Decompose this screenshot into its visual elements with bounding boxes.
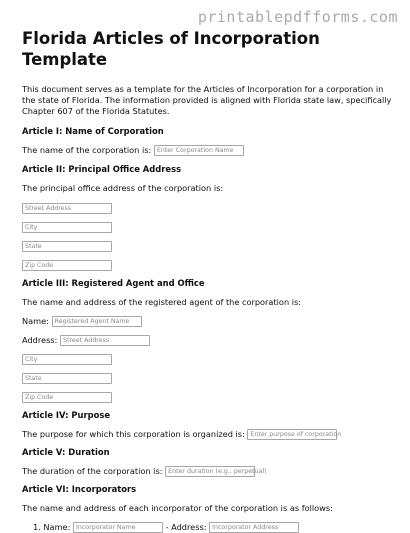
principal-city-input[interactable]: City (22, 222, 112, 233)
article-5-row (22, 466, 394, 477)
page-title: Florida Articles of Incorporation Template (22, 29, 320, 69)
article-3-text: The name and address of the registered agent of the corporation is: (22, 297, 302, 307)
article-4-text: The purpose for which this corporation is organized is: (22, 429, 245, 439)
principal-street-input[interactable]: Street Address (22, 203, 112, 214)
article-6-text: The name and address of each incorporator of the corporation is as follows: (22, 503, 333, 513)
article-2-heading: Article II: Principal Office Address (22, 164, 182, 174)
article-3-heading: Article III: Registered Agent and Office (22, 278, 205, 288)
article-4-row (22, 429, 394, 440)
article-2-text: The principal office address of the corporation is: (22, 183, 224, 193)
watermark: printablepdfforms.com (197, 8, 398, 26)
intro-paragraph: This document serves as a template for the Articles of Incorporation for a corporation in the state of Florida. The information provided is aligned with Florida state law, specifically Chapter 607 of the Florida Statutes. (22, 84, 392, 116)
agent-address-row (22, 335, 394, 346)
article-6-heading: Article VI: Incorporators (22, 484, 137, 494)
incorporator-name-input[interactable]: Incorporator Name (73, 522, 163, 533)
incorporator-address-label: - Address: (165, 522, 207, 532)
agent-zip-input[interactable]: Zip Code (22, 392, 112, 403)
agent-name-row (22, 316, 394, 327)
purpose-input[interactable]: Enter purpose of corporation (247, 429, 337, 440)
article-1-text: The name of the corporation is: (22, 145, 152, 155)
agent-name-input[interactable]: Registered Agent Name (52, 316, 142, 327)
article-4-heading: Article IV: Purpose (22, 410, 111, 420)
agent-city-input[interactable]: City (22, 354, 112, 365)
agent-street-input[interactable]: Street Address (60, 335, 150, 346)
document-page (22, 28, 394, 533)
incorporator-list-item (22, 522, 394, 533)
principal-state-input[interactable]: State (22, 241, 112, 252)
agent-address-label: Address: (22, 335, 58, 345)
corporation-name-input[interactable]: Enter Corporation Name (154, 145, 244, 156)
article-1-row (22, 145, 394, 156)
agent-name-label: Name: (22, 316, 49, 326)
agent-state-input[interactable]: State (22, 373, 112, 384)
article-5-heading: Article V: Duration (22, 447, 110, 457)
duration-input[interactable]: Enter duration (e.g., perpetual) (165, 466, 255, 477)
incorporator-address-input[interactable]: Incorporator Address (209, 522, 299, 533)
article-5-text: The duration of the corporation is: (22, 466, 163, 476)
principal-zip-input[interactable]: Zip Code (22, 260, 112, 271)
article-1-heading: Article I: Name of Corporation (22, 126, 164, 136)
incorporator-name-label: Name: (43, 522, 71, 532)
incorporator-number: 1. (33, 522, 41, 532)
